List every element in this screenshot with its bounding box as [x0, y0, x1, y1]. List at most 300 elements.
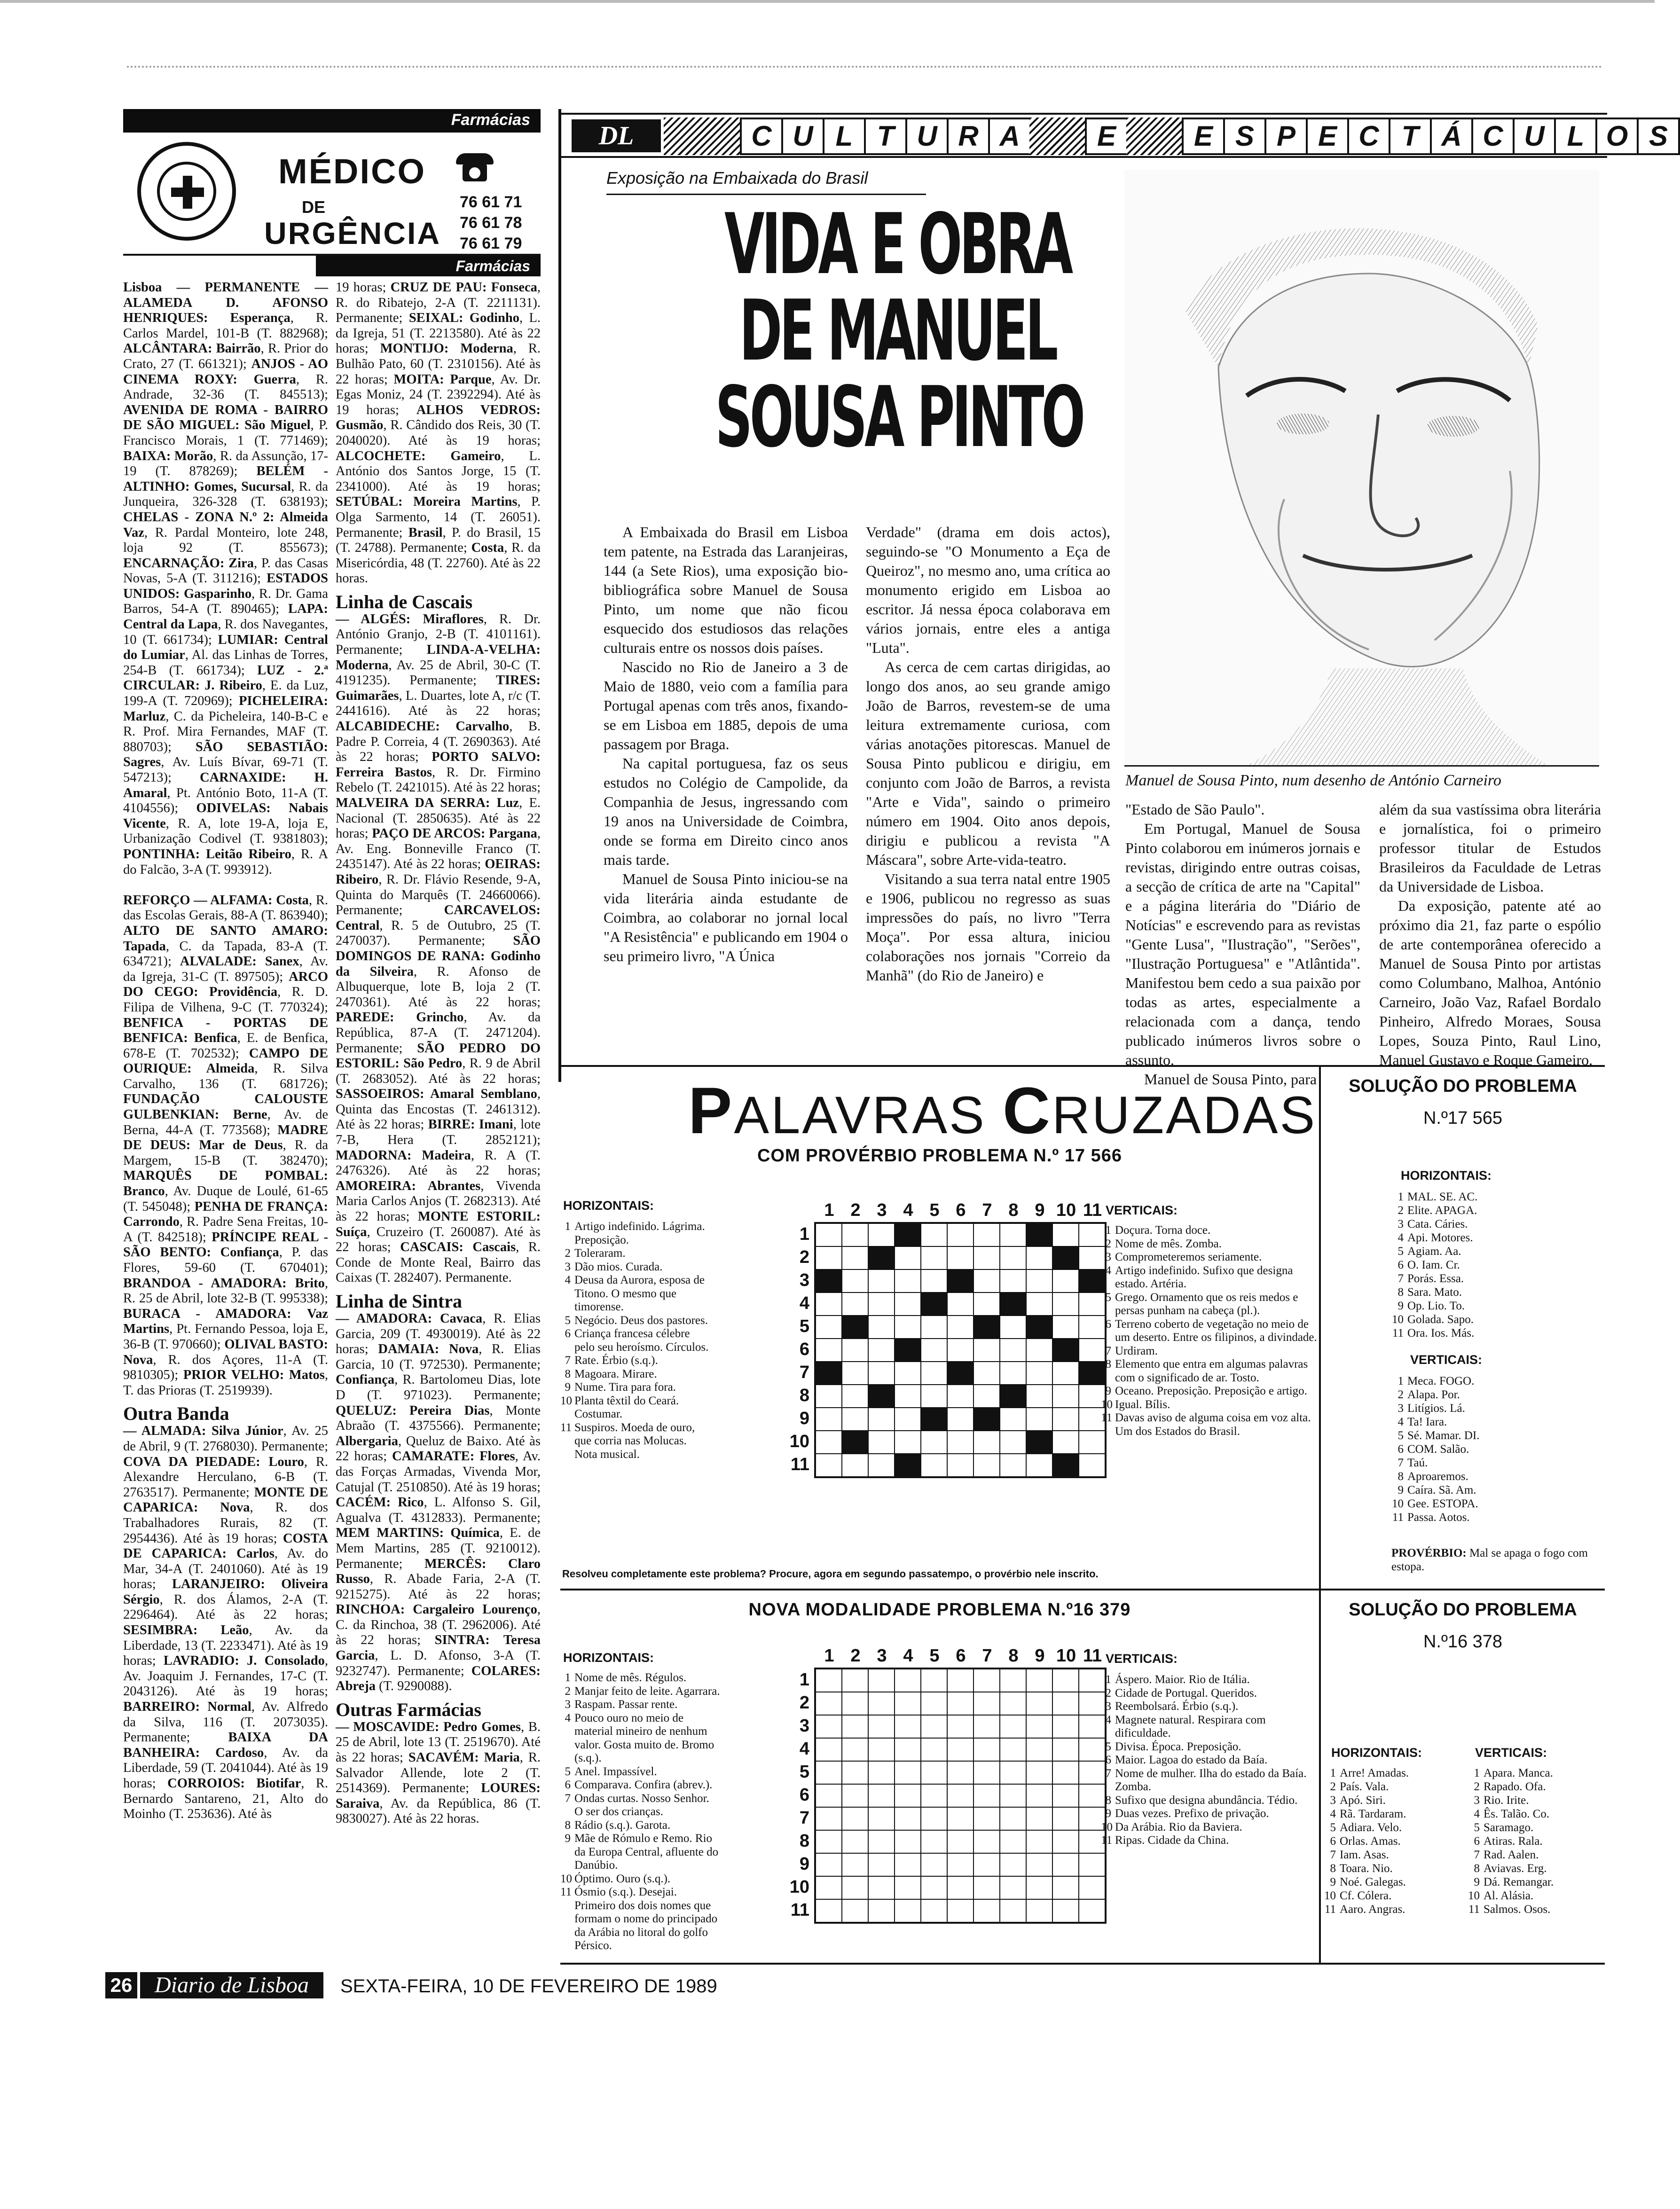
banner-letter: P — [1264, 118, 1308, 155]
grid-cell[interactable] — [1079, 1454, 1105, 1477]
grid-cell[interactable] — [973, 1454, 1000, 1477]
grid-cell[interactable] — [842, 1339, 868, 1362]
grid-cell[interactable] — [868, 1431, 895, 1454]
grid-cell[interactable] — [816, 1830, 842, 1853]
grid-cell-black[interactable] — [842, 1316, 868, 1339]
grid-cell[interactable] — [1026, 1876, 1052, 1899]
grid-cell[interactable] — [1052, 1784, 1079, 1807]
grid-cell[interactable] — [868, 1715, 895, 1738]
grid-cell[interactable] — [842, 1362, 868, 1385]
grid-cell[interactable] — [947, 1669, 973, 1692]
grid-cell[interactable] — [1000, 1784, 1026, 1807]
grid-cell[interactable] — [973, 1339, 1000, 1362]
grid-cell[interactable] — [1026, 1738, 1052, 1761]
grid-cell[interactable] — [895, 1830, 921, 1853]
grid-cell[interactable] — [895, 1292, 921, 1316]
clue-number: 1 — [1397, 1375, 1404, 1387]
grid-cell[interactable] — [868, 1454, 895, 1477]
clue-text: Rádio (s.q.). Garota. — [574, 1818, 671, 1832]
grid-cell-black[interactable] — [868, 1385, 895, 1408]
grid-cell[interactable] — [868, 1692, 895, 1715]
grid-cell[interactable] — [947, 1385, 973, 1408]
grid-cell[interactable] — [1000, 1830, 1026, 1853]
grid-cell[interactable] — [1000, 1269, 1026, 1292]
grid-cell[interactable] — [947, 1223, 973, 1246]
grid-cell[interactable] — [1052, 1738, 1079, 1761]
banner-letter: T — [1389, 118, 1432, 155]
grid-cell-black[interactable] — [1052, 1339, 1079, 1362]
grid-cell[interactable] — [921, 1692, 947, 1715]
grid-cell-black[interactable] — [1000, 1292, 1026, 1316]
clue-number: 1 — [1105, 1224, 1111, 1237]
grid-cell[interactable] — [1000, 1316, 1026, 1339]
grid-cell[interactable] — [1000, 1408, 1026, 1431]
grid-cell-black[interactable] — [1026, 1431, 1052, 1454]
grid-cell-black[interactable] — [816, 1269, 842, 1292]
grid-cell[interactable] — [921, 1223, 947, 1246]
grid-cell[interactable] — [1000, 1761, 1026, 1784]
grid-cell-black[interactable] — [921, 1292, 947, 1316]
grid-cell[interactable] — [973, 1715, 1000, 1738]
grid-cell[interactable] — [921, 1362, 947, 1385]
grid-cell[interactable] — [1026, 1715, 1052, 1738]
grid-cell[interactable] — [1000, 1339, 1026, 1362]
row-number: 6 — [799, 1340, 809, 1359]
grid-cell[interactable] — [895, 1761, 921, 1784]
column-number: 4 — [903, 1646, 913, 1666]
clue-number: 3 — [1105, 1700, 1111, 1713]
grid-cell[interactable] — [895, 1853, 921, 1876]
solution-title: SOLUÇÃO DO PROBLEMA — [1349, 1076, 1577, 1096]
clue-text: Comparava. Confira (abrev.). — [574, 1778, 713, 1791]
grid-cell[interactable] — [842, 1246, 868, 1269]
grid-cell[interactable] — [868, 1362, 895, 1385]
grid-cell[interactable] — [1026, 1339, 1052, 1362]
grid-cell[interactable] — [816, 1223, 842, 1246]
row-number: 9 — [799, 1854, 809, 1874]
grid-cell[interactable] — [973, 1692, 1000, 1715]
clue-text: Toleraram. — [574, 1247, 626, 1260]
grid-cell-black[interactable] — [1026, 1316, 1052, 1339]
grid-cell[interactable] — [895, 1431, 921, 1454]
grid-cell[interactable] — [895, 1316, 921, 1339]
horizontals-label: HORIZONTAIS: — [563, 1198, 654, 1213]
solution-entry — [1391, 1388, 1479, 1402]
grid-cell[interactable] — [921, 1269, 947, 1292]
grid-cell[interactable] — [1026, 1692, 1052, 1715]
grid-cell[interactable] — [895, 1876, 921, 1899]
grid-cell[interactable] — [1000, 1715, 1026, 1738]
grid-cell[interactable] — [842, 1830, 868, 1853]
grid-cell[interactable] — [1052, 1292, 1079, 1316]
clue-text: MAL. SE. AC. — [1407, 1191, 1478, 1203]
grid-cell[interactable] — [973, 1899, 1000, 1922]
grid-cell[interactable] — [1052, 1669, 1079, 1692]
clue-number: 11 — [560, 1421, 572, 1434]
grid-cell[interactable] — [816, 1807, 842, 1830]
grid-cell[interactable] — [842, 1761, 868, 1784]
phone-number: 76 61 78 — [460, 214, 522, 232]
solution-entry — [1468, 1875, 1554, 1889]
grid-cell[interactable] — [868, 1223, 895, 1246]
row-number: 7 — [799, 1808, 809, 1828]
solution-entry — [1468, 1766, 1554, 1780]
grid-cell[interactable] — [973, 1246, 1000, 1269]
grid-cell[interactable] — [1026, 1807, 1052, 1830]
grid-cell[interactable] — [921, 1899, 947, 1922]
solution-entry — [1391, 1497, 1479, 1511]
grid-cell-black[interactable] — [947, 1362, 973, 1385]
grid-cell[interactable] — [868, 1408, 895, 1431]
solution-entry — [1391, 1272, 1477, 1285]
row-number: 5 — [799, 1762, 809, 1782]
grid-cell[interactable] — [816, 1316, 842, 1339]
grid-cell[interactable] — [1052, 1761, 1079, 1784]
clue-number: 9 — [565, 1832, 571, 1845]
grid-cell[interactable] — [921, 1853, 947, 1876]
grid-cell[interactable] — [947, 1738, 973, 1761]
clue — [560, 1685, 720, 1699]
grid-cell[interactable] — [868, 1738, 895, 1761]
grid-cell[interactable] — [973, 1669, 1000, 1692]
grid-cell[interactable] — [868, 1784, 895, 1807]
verticals-label: VERTICAIS: — [1106, 1652, 1178, 1666]
article-paragraph: As cerca de cem cartas dirigidas, ao longo dos anos, ao seu grande amigo João de Barros, revestem-se de uma leitura extremamente curiosa, com várias anotações pitorescas. Manuel de Sousa Pinto publicou e dirigiu, em conjunto com João de Barros, a revista "Arte e Vida", saindo o primeiro número em 1904. Oito anos depois, dirigiu e publicou a revista "A Máscara", sobre Arte-vida-teatro. — [866, 658, 1110, 868]
grid-cell[interactable] — [1052, 1385, 1079, 1408]
grid-cell[interactable] — [921, 1807, 947, 1830]
crossword-2 — [560, 1589, 1321, 1965]
grid-cell[interactable] — [1079, 1899, 1105, 1922]
grid-cell-black[interactable] — [816, 1362, 842, 1385]
grid-cell[interactable] — [973, 1784, 1000, 1807]
grid-cell[interactable] — [1026, 1408, 1052, 1431]
grid-cell[interactable] — [1052, 1692, 1079, 1715]
grid-cell[interactable] — [816, 1899, 842, 1922]
grid-cell[interactable] — [816, 1853, 842, 1876]
grid-cell-black[interactable] — [973, 1316, 1000, 1339]
grid-cell[interactable] — [921, 1761, 947, 1784]
grid-cell[interactable] — [973, 1269, 1000, 1292]
grid-cell[interactable] — [947, 1784, 973, 1807]
clue-text: Agiam. Aa. — [1407, 1245, 1461, 1258]
grid-cell[interactable] — [1079, 1876, 1105, 1899]
banner-letter: S — [1223, 118, 1266, 155]
grid-cell[interactable] — [1000, 1738, 1026, 1761]
grid-cell[interactable] — [921, 1316, 947, 1339]
grid-cell[interactable] — [921, 1738, 947, 1761]
clue-text: Magnete natural. Respirara com dificuldade. — [1115, 1713, 1266, 1739]
solution-entry — [1391, 1190, 1477, 1204]
solution-verticals — [1391, 1374, 1479, 1524]
grid-cell[interactable] — [895, 1899, 921, 1922]
grid-cell[interactable] — [1026, 1830, 1052, 1853]
grid-cell[interactable] — [1026, 1385, 1052, 1408]
grid-cell[interactable] — [947, 1761, 973, 1784]
grid-cell[interactable] — [973, 1830, 1000, 1853]
grid-cell[interactable] — [973, 1223, 1000, 1246]
grid-cell[interactable] — [1000, 1454, 1026, 1477]
grid-cell[interactable] — [816, 1454, 842, 1477]
clue-text: Nome de mulher. Ilha do estado da Baía. Zomba. — [1115, 1767, 1307, 1793]
grid-cell[interactable] — [1079, 1853, 1105, 1876]
grid-cell[interactable] — [947, 1408, 973, 1431]
grid-cell[interactable] — [973, 1761, 1000, 1784]
grid-cell[interactable] — [868, 1807, 895, 1830]
grid-cell[interactable] — [816, 1692, 842, 1715]
clue-text: País. Vala. — [1340, 1780, 1389, 1793]
banner-letter: U — [1513, 118, 1556, 155]
grid-cell[interactable] — [895, 1385, 921, 1408]
grid-cell[interactable] — [842, 1853, 868, 1876]
grid-cell[interactable] — [973, 1362, 1000, 1385]
article-paragraph: Da exposição, patente até ao próximo dia 21, faz parte o espólio de arte contemporânea oferecido a Manuel de Sousa Pinto por artistas como Columbano, Malhoa, António Carneiro, João Vaz, Rafael Bordalo Pinheiro, Alfredo Moraes, Sousa Lopes, Souza Pinto, Raul Lino, Manuel Gustavo e Roque Gameiro. — [1379, 897, 1601, 1068]
solution-entry — [1391, 1285, 1477, 1299]
grid-cell[interactable] — [816, 1669, 842, 1692]
clue — [1101, 1345, 1317, 1358]
grid-cell[interactable] — [1026, 1761, 1052, 1784]
grid-cell-black[interactable] — [895, 1454, 921, 1477]
grid-cell[interactable] — [816, 1761, 842, 1784]
grid-cell[interactable] — [842, 1899, 868, 1922]
grid-cell[interactable] — [1026, 1454, 1052, 1477]
grid-cell[interactable] — [1000, 1876, 1026, 1899]
grid-cell[interactable] — [921, 1431, 947, 1454]
grid-cell[interactable] — [973, 1431, 1000, 1454]
grid-cell[interactable] — [816, 1292, 842, 1316]
grid-cell[interactable] — [1052, 1830, 1079, 1853]
grid-cell-black[interactable] — [895, 1339, 921, 1362]
grid-cell[interactable] — [1000, 1692, 1026, 1715]
grid-cell[interactable] — [842, 1269, 868, 1292]
grid-cell[interactable] — [973, 1292, 1000, 1316]
grid-cell[interactable] — [1052, 1853, 1079, 1876]
grid-cell[interactable] — [842, 1876, 868, 1899]
grid-cell-black[interactable] — [842, 1431, 868, 1454]
grid-cell[interactable] — [1052, 1807, 1079, 1830]
grid-cell[interactable] — [842, 1408, 868, 1431]
grid-cell[interactable] — [973, 1807, 1000, 1830]
grid-cell[interactable] — [1052, 1223, 1079, 1246]
clue-text: Duas vezes. Prefixo de privação. — [1115, 1807, 1269, 1820]
grid-cell[interactable] — [973, 1738, 1000, 1761]
grid-cell[interactable] — [921, 1669, 947, 1692]
clue-text: Passa. Aotos. — [1407, 1511, 1470, 1524]
column-number: 4 — [903, 1200, 913, 1220]
clue-text: Meca. FOGO. — [1407, 1375, 1475, 1387]
grid-cell[interactable] — [816, 1408, 842, 1431]
grid-cell[interactable] — [1052, 1715, 1079, 1738]
clue-number: 11 — [560, 1886, 572, 1898]
grid-cell[interactable] — [895, 1362, 921, 1385]
clue-text: Da Arábia. Rio da Baviera. — [1115, 1820, 1242, 1833]
clue-text: Gee. ESTOPA. — [1407, 1497, 1478, 1510]
grid-cell[interactable] — [947, 1853, 973, 1876]
grid-cell[interactable] — [842, 1807, 868, 1830]
grid-cell[interactable] — [895, 1807, 921, 1830]
grid-cell[interactable] — [895, 1269, 921, 1292]
grid-cell-black[interactable] — [895, 1223, 921, 1246]
grid-cell[interactable] — [895, 1408, 921, 1431]
grid-cell[interactable] — [1000, 1431, 1026, 1454]
grid-cell[interactable] — [947, 1316, 973, 1339]
grid-cell[interactable] — [816, 1715, 842, 1738]
grid-cell-black[interactable] — [1000, 1385, 1026, 1408]
grid-cell[interactable] — [842, 1385, 868, 1408]
grid-cell[interactable] — [1000, 1807, 1026, 1830]
grid-cell[interactable] — [1052, 1362, 1079, 1385]
grid-cell[interactable] — [842, 1454, 868, 1477]
grid-cell[interactable] — [868, 1830, 895, 1853]
grid-cell[interactable] — [816, 1738, 842, 1761]
grid-cell[interactable] — [895, 1738, 921, 1761]
newspaper-brand: Diario de Lisboa — [140, 1972, 323, 1998]
grid-cell[interactable] — [1026, 1292, 1052, 1316]
clue-text: Toara. Nio. — [1340, 1862, 1393, 1875]
grid-cell-black[interactable] — [921, 1408, 947, 1431]
grid-cell[interactable] — [947, 1292, 973, 1316]
grid-cell[interactable] — [921, 1454, 947, 1477]
column-number: 10 — [1056, 1646, 1076, 1666]
grid-cell[interactable] — [1026, 1669, 1052, 1692]
grid-cell[interactable] — [816, 1339, 842, 1362]
grid-cell-black[interactable] — [1052, 1246, 1079, 1269]
grid-cell[interactable] — [868, 1876, 895, 1899]
grid-cell[interactable] — [842, 1784, 868, 1807]
grid-cell[interactable] — [921, 1784, 947, 1807]
grid-cell[interactable] — [1000, 1853, 1026, 1876]
clue-text: Nome de mês. Zomba. — [1115, 1237, 1222, 1250]
clue-number: 2 — [1330, 1780, 1336, 1793]
grid-cell[interactable] — [1052, 1431, 1079, 1454]
clue — [560, 1381, 711, 1394]
grid-cell[interactable] — [921, 1830, 947, 1853]
clue — [560, 1778, 720, 1792]
grid-cell[interactable] — [921, 1246, 947, 1269]
clue-number: 8 — [1397, 1470, 1404, 1483]
grid-cell[interactable] — [1052, 1316, 1079, 1339]
solution-entry — [1391, 1326, 1477, 1340]
grid-cell[interactable] — [947, 1807, 973, 1830]
grid-cell[interactable] — [1000, 1669, 1026, 1692]
clue-number: 1 — [1474, 1767, 1480, 1779]
grid-cell[interactable] — [921, 1876, 947, 1899]
grid-cell[interactable] — [868, 1899, 895, 1922]
grid-cell[interactable] — [1000, 1899, 1026, 1922]
grid-cell[interactable] — [868, 1316, 895, 1339]
grid-cell[interactable] — [816, 1431, 842, 1454]
grid-cell[interactable] — [947, 1246, 973, 1269]
grid-cell[interactable] — [816, 1876, 842, 1899]
clue — [560, 1220, 711, 1247]
grid-cell[interactable] — [921, 1715, 947, 1738]
grid-cell[interactable] — [973, 1853, 1000, 1876]
grid-cell[interactable] — [1052, 1269, 1079, 1292]
grid-cell[interactable] — [1000, 1223, 1026, 1246]
grid-cell[interactable] — [1026, 1784, 1052, 1807]
article-paragraph: "Estado de São Paulo". — [1125, 801, 1265, 818]
grid-cell[interactable] — [842, 1692, 868, 1715]
clue — [560, 1327, 711, 1354]
grid-cell[interactable] — [1026, 1246, 1052, 1269]
clue-text: Taú. — [1407, 1457, 1428, 1469]
grid-cell[interactable] — [947, 1830, 973, 1853]
grid-cell[interactable] — [1052, 1876, 1079, 1899]
grid-cell[interactable] — [842, 1292, 868, 1316]
grid-cell[interactable] — [1000, 1246, 1026, 1269]
clue-number: 2 — [1474, 1780, 1480, 1793]
grid-cell[interactable] — [947, 1876, 973, 1899]
clue-number: 2 — [1397, 1388, 1404, 1401]
grid-cell[interactable] — [947, 1454, 973, 1477]
clue-number: 1 — [1397, 1191, 1404, 1203]
clue-number: 8 — [1105, 1794, 1111, 1807]
grid-cell[interactable] — [1026, 1899, 1052, 1922]
grid-cell[interactable] — [868, 1669, 895, 1692]
clue-number: 3 — [565, 1698, 571, 1711]
grid-cell-black[interactable] — [868, 1246, 895, 1269]
grid-cell[interactable] — [1000, 1362, 1026, 1385]
grid-cell-black[interactable] — [1026, 1223, 1052, 1246]
grid-cell[interactable] — [842, 1223, 868, 1246]
grid-cell[interactable] — [842, 1715, 868, 1738]
grid-cell[interactable] — [895, 1246, 921, 1269]
clue-number: 4 — [1397, 1231, 1404, 1244]
clue-text: Pouco ouro no meio de material mineiro de nenhum valor. Gosta muito de. Bromo (s.q.). — [574, 1711, 714, 1764]
column-number: 2 — [850, 1200, 861, 1220]
grid-cell[interactable] — [1026, 1269, 1052, 1292]
grid-cell[interactable] — [868, 1853, 895, 1876]
grid-cell[interactable] — [816, 1385, 842, 1408]
grid-cell[interactable] — [947, 1899, 973, 1922]
clue-text: Urdiram. — [1115, 1344, 1158, 1357]
grid-cell[interactable] — [842, 1669, 868, 1692]
grid-cell[interactable] — [921, 1339, 947, 1362]
grid-cell[interactable] — [947, 1692, 973, 1715]
grid-cell[interactable] — [895, 1715, 921, 1738]
grid-cell[interactable] — [921, 1385, 947, 1408]
clue-text: Criança francesa célebre pelo seu heroísmo. Círculos. — [574, 1327, 709, 1354]
grid-cell[interactable] — [947, 1715, 973, 1738]
grid-cell-black[interactable] — [973, 1408, 1000, 1431]
grid-cell[interactable] — [868, 1761, 895, 1784]
grid-cell[interactable] — [1052, 1899, 1079, 1922]
grid-cell[interactable] — [842, 1738, 868, 1761]
grid-cell[interactable] — [868, 1292, 895, 1316]
clue-number: 3 — [565, 1260, 571, 1273]
grid-cell[interactable] — [895, 1692, 921, 1715]
grid-cell-black[interactable] — [1052, 1454, 1079, 1477]
grid-cell-black[interactable] — [947, 1269, 973, 1292]
grid-cell[interactable] — [895, 1669, 921, 1692]
grid-cell[interactable] — [868, 1339, 895, 1362]
grid-cell[interactable] — [868, 1269, 895, 1292]
grid-cell[interactable] — [973, 1876, 1000, 1899]
clue-text: Sara. Mato. — [1407, 1286, 1462, 1299]
clue-text: Artigo indefinido. Lágrima. Preposição. — [574, 1220, 705, 1246]
grid-cell[interactable] — [1026, 1362, 1052, 1385]
grid-cell[interactable] — [816, 1246, 842, 1269]
grid-cell[interactable] — [947, 1339, 973, 1362]
grid-cell[interactable] — [947, 1431, 973, 1454]
grid-cell[interactable] — [1052, 1408, 1079, 1431]
grid-cell[interactable] — [1026, 1853, 1052, 1876]
clue-number: 5 — [565, 1765, 571, 1778]
issue-date: SEXTA-FEIRA, 10 DE FEVEREIRO DE 1989 — [340, 1976, 717, 1997]
grid-cell[interactable] — [973, 1385, 1000, 1408]
grid-cell[interactable] — [895, 1784, 921, 1807]
grid-cell[interactable] — [816, 1784, 842, 1807]
clue-number: 9 — [1105, 1385, 1111, 1397]
